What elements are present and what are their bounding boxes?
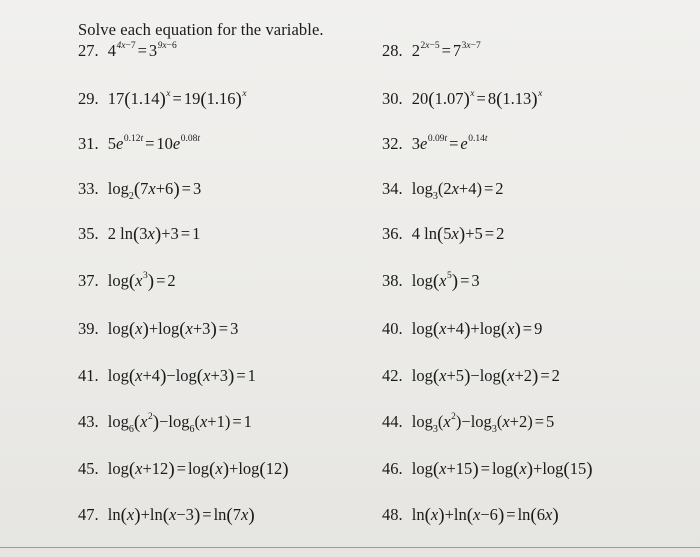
problem-39 <box>78 319 238 339</box>
problem-number: 31. <box>78 134 99 153</box>
worksheet-heading: Solve each equation for the variable. <box>78 20 324 39</box>
equation: $\log(x^3) = 2$ <box>107 270 176 292</box>
problem-47 <box>78 505 255 525</box>
problem-number: 42. <box>382 366 403 385</box>
problem-28 <box>382 41 481 61</box>
problem-35 <box>78 224 200 244</box>
equation: ln(x)+ln(x−6) = ln(6x) <box>411 505 559 526</box>
equation: log(x+12) = log(x)+log(12) <box>107 459 289 480</box>
problem-42 <box>382 366 560 386</box>
problem-number: 48. <box>382 505 403 524</box>
equation: $\log_3(2x+4) = 2$ <box>411 179 504 203</box>
problem-number: 37. <box>78 271 99 290</box>
problem-43 <box>78 412 252 434</box>
problem-number: 33. <box>78 179 99 198</box>
problem-number: 45. <box>78 459 99 478</box>
equation: $4^{4x-7} = 3^{9x-6}$ <box>107 40 177 60</box>
problem-36 <box>382 224 504 244</box>
problem-number: 34. <box>382 179 403 198</box>
equation: $\log_2(7x+6) = 3$ <box>107 179 202 203</box>
equation: 2 ln(3x)+3 = 1 <box>107 224 201 245</box>
equation: log(x+15) = log(x)+log(15) <box>411 459 593 480</box>
problem-32 <box>382 134 488 154</box>
problem-number: 32. <box>382 134 403 153</box>
equation: $\log(x^5) = 3$ <box>411 270 480 292</box>
problem-number: 43. <box>78 412 99 431</box>
problem-46 <box>382 459 593 479</box>
problem-number: 40. <box>382 319 403 338</box>
problem-33 <box>78 179 201 201</box>
problem-number: 27. <box>78 41 99 60</box>
problem-48 <box>382 505 559 525</box>
problem-44 <box>382 412 554 434</box>
problem-number: 30. <box>382 89 403 108</box>
problem-number: 35. <box>78 224 99 243</box>
equation: $17(1.14)^x = 19(1.16)^x$ <box>107 88 247 110</box>
problem-40 <box>382 319 542 339</box>
problem-41 <box>78 366 256 386</box>
equation: 4 ln(5x)+5 = 2 <box>411 224 505 245</box>
page-bottom-edge <box>0 547 700 548</box>
equation: ln(x)+ln(x−3) = ln(7x) <box>107 505 255 526</box>
equation: $\log_3(x^2)-\log_3(x+2) = 5$ <box>411 411 555 436</box>
problem-number: 39. <box>78 319 99 338</box>
equation: log(x+5)−log(x+2) = 2 <box>411 366 560 387</box>
problem-30 <box>382 89 542 109</box>
problem-number: 41. <box>78 366 99 385</box>
equation: $\log_6(x^2)-\log_6(x+1) = 1$ <box>107 411 252 436</box>
problem-number: 46. <box>382 459 403 478</box>
equation: log(x+4)+log(x) = 9 <box>411 319 543 340</box>
problem-number: 28. <box>382 41 403 60</box>
equation: $20(1.07)^x = 8(1.13)^x$ <box>411 88 543 110</box>
problem-27 <box>78 41 177 61</box>
problem-31 <box>78 134 200 154</box>
problem-number: 29. <box>78 89 99 108</box>
problem-number: 44. <box>382 412 403 431</box>
problem-34 <box>382 179 504 201</box>
equation: $2^{2x-5} = 7^{3x-7}$ <box>411 40 481 60</box>
problem-38 <box>382 271 480 291</box>
problem-29 <box>78 89 247 109</box>
equation: log(x+4)−log(x+3) = 1 <box>107 366 256 387</box>
problem-37 <box>78 271 176 291</box>
equation: log(x)+log(x+3) = 3 <box>107 319 239 340</box>
problem-45 <box>78 459 289 479</box>
problem-number: 38. <box>382 271 403 290</box>
problem-number: 36. <box>382 224 403 243</box>
equation: $5e^{0.12t} = 10e^{0.08t}$ <box>107 133 200 153</box>
problem-number: 47. <box>78 505 99 524</box>
equation: $3e^{0.09t} = e^{0.14t}$ <box>411 133 488 153</box>
